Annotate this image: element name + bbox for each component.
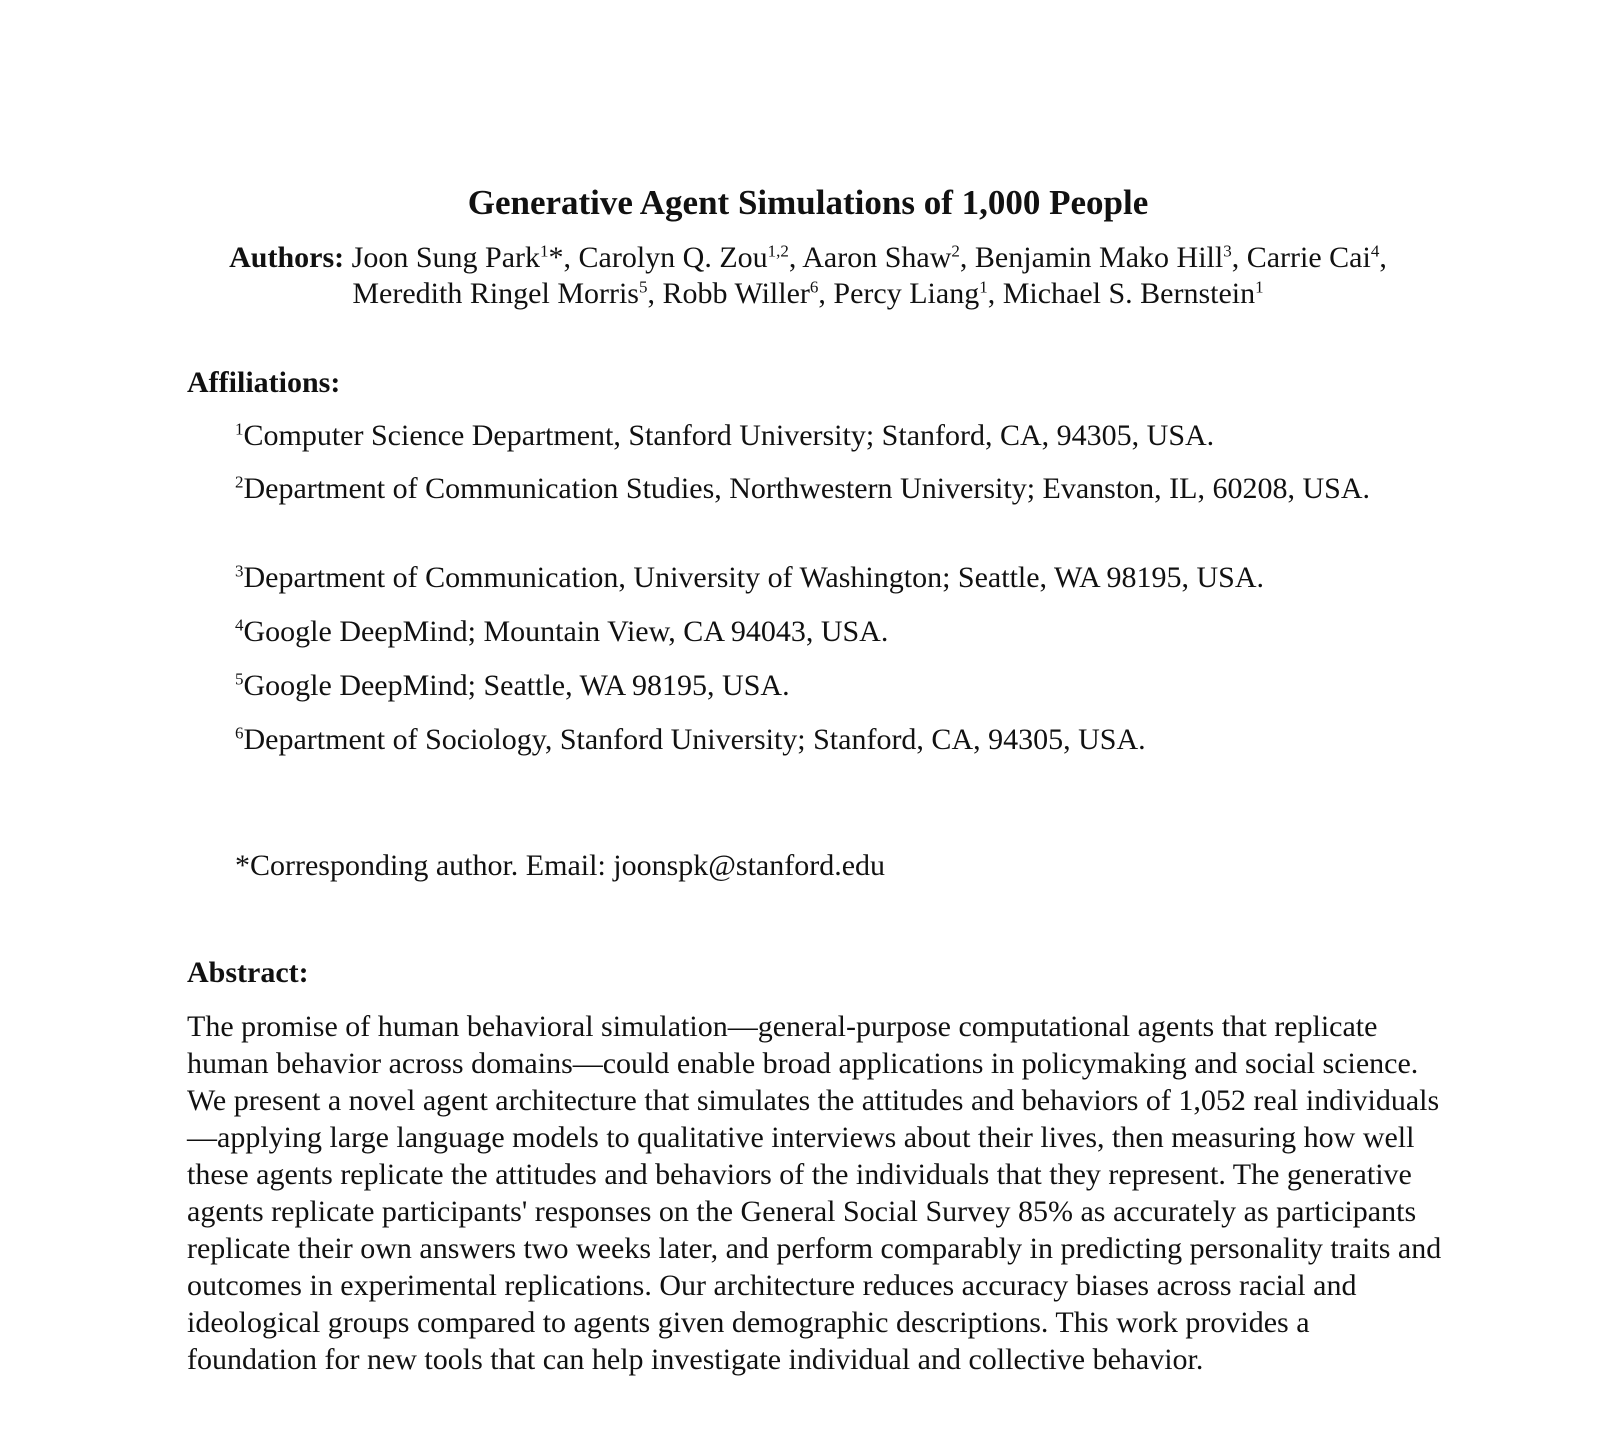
author-5-affiliation-number: 4 (1370, 241, 1380, 261)
author-8-affiliation-number: 1 (979, 277, 988, 297)
author-separator: , (788, 241, 803, 274)
affiliation-3 (235, 560, 1385, 596)
author-2-affiliation-number: 1,2 (767, 241, 789, 261)
author-separator: , (647, 277, 663, 310)
author-6: Meredith Ringel Morris (352, 277, 639, 310)
affiliation-number: 6 (235, 723, 244, 743)
author-9: Michael S. Bernstein (1002, 277, 1256, 310)
author-separator: , (959, 241, 975, 274)
authors-label: Authors: (229, 241, 345, 274)
affiliation-text: Google DeepMind; Seattle, WA 98195, USA. (243, 669, 790, 702)
affiliation-text: Department of Communication Studies, Northwestern University; Evanston, IL, 60208, USA. (243, 472, 1371, 505)
affiliation-5 (235, 668, 1385, 704)
corresponding-mark: * (548, 241, 564, 274)
affiliation-number: 4 (235, 615, 244, 635)
affiliations-heading: Affiliations: (187, 366, 341, 399)
author-9-affiliation-number: 1 (1255, 277, 1264, 297)
corresponding-author: *Corresponding author. Email: joonspk@stanford.edu (235, 849, 886, 882)
author-separator: , (987, 277, 1003, 310)
affiliation-2 (235, 471, 1385, 507)
affiliation-6 (235, 722, 1385, 758)
author-separator: , (563, 241, 579, 274)
author-separator: , (818, 277, 834, 310)
author-4-affiliation-number: 3 (1223, 241, 1232, 261)
author-3: Aaron Shaw (802, 241, 952, 274)
abstract-text: The promise of human behavioral simulation—general-purpose computational agents that replicate human behavior across domains—could enable broad applications in policymaking and social science. We present a novel agent architecture that simulates the attitudes and behaviors of 1,052 real individuals—applying large language models to qualitative interviews about their lives, then measuring how well these agents replicate the attitudes and behaviors of the individuals that they represent. The generative agents replicate participants' responses on the General Social Survey 85% as accurately as participants replicate their own answers two weeks later, and perform comparably in predicting personality traits and outcomes in experimental replications. Our architecture reduces accuracy biases across racial and ideological groups compared to agents given demographic descriptions. This work provides a foundation for new tools that can help investigate individual and collective behavior. (187, 1010, 1442, 1376)
author-7-affiliation-number: 6 (809, 277, 819, 297)
affiliation-text: Department of Sociology, Stanford University; Stanford, CA, 94305, USA. (243, 723, 1146, 756)
author-3-affiliation-number: 2 (951, 241, 960, 261)
affiliation-text: Computer Science Department, Stanford University; Stanford, CA, 94305, USA. (243, 419, 1215, 452)
affiliation-4 (235, 614, 1385, 650)
affiliation-number: 3 (235, 561, 244, 581)
paper-title: Generative Agent Simulations of 1,000 People (467, 183, 1149, 222)
affiliation-text: Department of Communication, University of Washington; Seattle, WA 98195, USA. (243, 561, 1265, 594)
abstract-heading: Abstract: (187, 956, 309, 989)
author-list (180, 240, 1436, 312)
author-5: Carrie Cai (1246, 241, 1371, 274)
affiliation-1 (235, 418, 1385, 454)
author-6-affiliation-number: 5 (639, 277, 648, 297)
author-1-affiliation-number: 1 (540, 241, 549, 261)
author-separator: , (1231, 241, 1247, 274)
author-1: Joon Sung Park (351, 241, 541, 274)
author-separator: , (1379, 241, 1387, 274)
author-8: Percy Liang (833, 277, 980, 310)
author-4: Benjamin Mako Hill (974, 241, 1224, 274)
author-7: Robb Willer (662, 277, 810, 310)
affiliation-text: Google DeepMind; Mountain View, CA 94043, USA. (243, 615, 889, 648)
affiliation-number: 5 (235, 669, 244, 689)
affiliation-number: 1 (235, 419, 244, 439)
author-2: Carolyn Q. Zou (578, 241, 768, 274)
affiliation-number: 2 (235, 472, 244, 492)
